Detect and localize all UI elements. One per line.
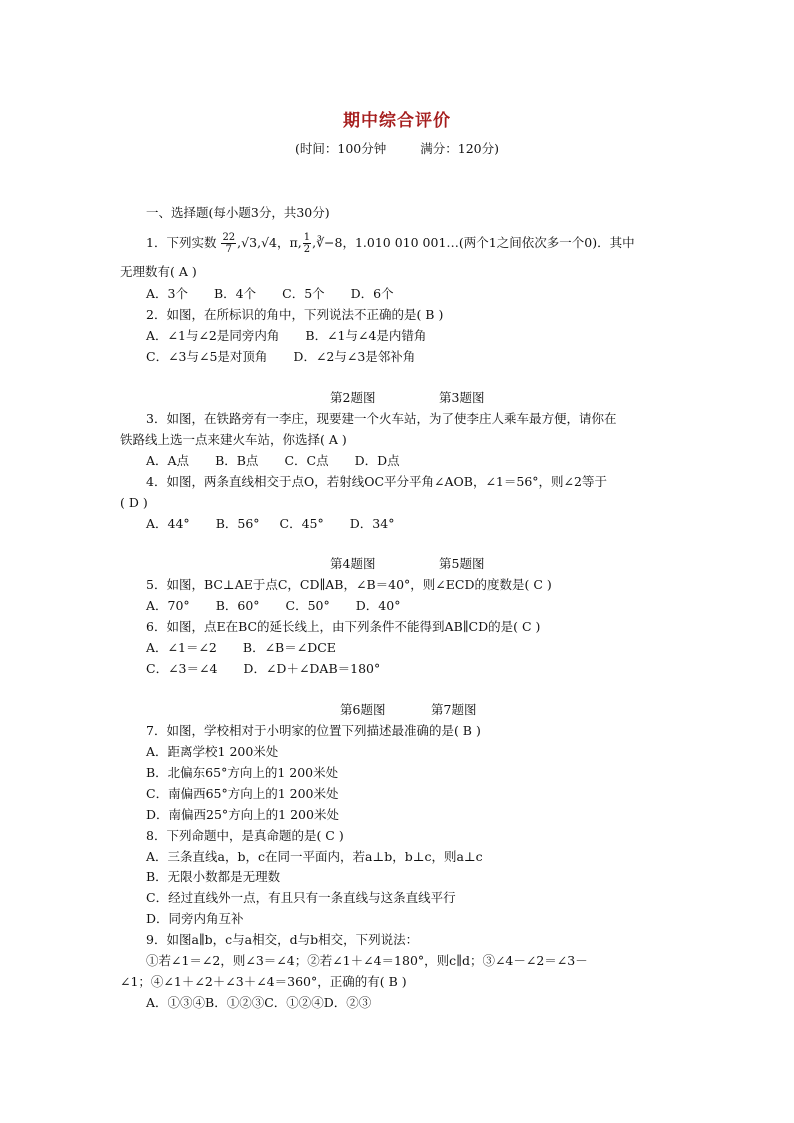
question-2-options-ab [146, 327, 426, 345]
question-1-line-2: 无理数有( A ) [120, 264, 197, 279]
option-c: C．C点 [284, 453, 329, 468]
figure-2-caption: 第2题图 [330, 390, 376, 405]
figure-4-caption: 第4题图 [330, 556, 376, 571]
question-7-option-d: D．南偏西25°方向上的1 200米处 [146, 807, 339, 822]
question-9-answer-options: A．①③④B．①②③C．①②④D．②③ [146, 995, 372, 1010]
question-1-options [146, 285, 394, 303]
exam-info [0, 139, 794, 157]
option-b: B．B点 [215, 453, 259, 468]
page-title: 期中综合评价 [343, 111, 451, 131]
question-7-option-b: B．北偏东65°方向上的1 200米处 [146, 765, 339, 780]
question-4-line-1: 4．如图，两条直线相交于点O，若射线OC平分平角∠AOB，∠1＝56°，则∠2等于 [146, 474, 607, 489]
question-6-stem: 6．如图，点E在BC的延长线上，由下列条件不能得到AB∥CD的是( C ) [146, 619, 541, 634]
question-2-stem: 2．如图，在所标识的角中，下列说法不正确的是( B ) [146, 307, 444, 322]
option-a: A．70° [146, 598, 190, 613]
question-7-stem: 7．如图，学校相对于小明家的位置下列描述最准确的是( B ) [146, 723, 481, 738]
question-6-options-cd [146, 660, 380, 678]
option-b: B．∠1与∠4是内错角 [305, 328, 427, 343]
section-heading: 一、选择题(每小题3分，共30分) [146, 205, 330, 220]
option-c: C．50° [285, 598, 330, 613]
question-8-option-a: A．三条直线a，b，c在同一平面内，若a⊥b，b⊥c，则a⊥c [146, 849, 483, 864]
option-d: D．∠2与∠3是邻补角 [293, 349, 416, 364]
figure-7-caption: 第7题图 [431, 702, 477, 717]
question-9-line-3: ∠1；④∠1＋∠2＋∠3＋∠4＝360°，正确的有( B ) [120, 974, 407, 989]
question-3-line-2: 铁路线上选一点来建火车站，你选择( A ) [120, 432, 347, 447]
option-b: B．∠B＝∠DCE [242, 640, 336, 655]
option-c: C．∠3＝∠4 [146, 661, 218, 676]
option-a: A．A点 [146, 453, 190, 468]
option-b: B．60° [215, 598, 260, 613]
pi-symbol: π [289, 235, 298, 250]
question-4-line-2: ( D ) [120, 495, 148, 510]
question-9-line-2: ①若∠1＝∠2，则∠3＝∠4；②若∠1＋∠4＝180°，则c∥d；③∠4－∠2＝∠3－ [146, 953, 588, 968]
sqrt-3: √3 [241, 235, 258, 250]
question-7-option-a: A．距离学校1 200米处 [146, 744, 279, 759]
cube-root-neg-8: ∛−8 [316, 235, 343, 250]
question-2-options-cd [146, 348, 415, 366]
option-d: D．∠D＋∠DAB＝180° [243, 661, 381, 676]
figure-5-caption: 第5题图 [439, 556, 485, 571]
option-d: D．40° [355, 598, 401, 613]
question-6-options-ab [146, 639, 336, 657]
option-a: A．3个 [146, 286, 188, 301]
option-c: C．5个 [282, 286, 325, 301]
question-5-stem: 5．如图，BC⊥AE于点C，CD∥AB，∠B＝40°，则∠ECD的度数是( C ) [146, 577, 552, 592]
question-8-stem: 8．下列命题中，是真命题的是( C ) [146, 828, 344, 843]
question-9-stem: 9．如图a∥b，c与a相交，d与b相交，下列说法： [146, 932, 419, 947]
figure-3-caption: 第3题图 [439, 390, 485, 405]
question-8-option-c: C．经过直线外一点，有且只有一条直线与这条直线平行 [146, 890, 456, 905]
option-a: A．∠1＝∠2 [146, 640, 217, 655]
option-d: D．6个 [350, 286, 394, 301]
question-1-line-1: 1．下列实数 $\frac{22}{7}$ ,√3,√4，π, $\frac{1}{2}$ ,∛−8，1.010 010 001…(两个1之间依次多一个0)．其中 [146, 232, 635, 255]
question-7-option-c: C．南偏西65°方向上的1 200米处 [146, 786, 339, 801]
time-limit: (时间：100分钟 [295, 141, 387, 156]
sqrt-4: √4 [261, 235, 277, 250]
option-c: C．45° [279, 516, 324, 531]
option-b: B．4个 [213, 286, 257, 301]
option-b: B．56° [215, 516, 260, 531]
option-c: C．∠3与∠5是对顶角 [146, 349, 268, 364]
question-3-line-1: 3．如图，在铁路旁有一李庄，现要建一个火车站，为了使李庄人乘车最方便，请你在 [146, 411, 617, 426]
fraction-22-7: $\frac{22}{7}$ [222, 232, 236, 255]
option-d: D．D点 [354, 453, 400, 468]
full-score: 满分：120分) [420, 141, 499, 156]
question-8-option-b: B．无限小数都是无理数 [146, 869, 281, 884]
question-5-options [146, 597, 400, 615]
question-8-option-d: D．同旁内角互补 [146, 911, 244, 926]
figure-6-caption: 第6题图 [340, 702, 386, 717]
question-3-options [146, 452, 400, 470]
option-a: A．44° [146, 516, 190, 531]
question-4-options [146, 515, 394, 533]
option-d: D．34° [349, 516, 395, 531]
option-a: A．∠1与∠2是同旁内角 [146, 328, 280, 343]
fraction-1-2: $\frac{1}{2}$ [303, 232, 311, 255]
